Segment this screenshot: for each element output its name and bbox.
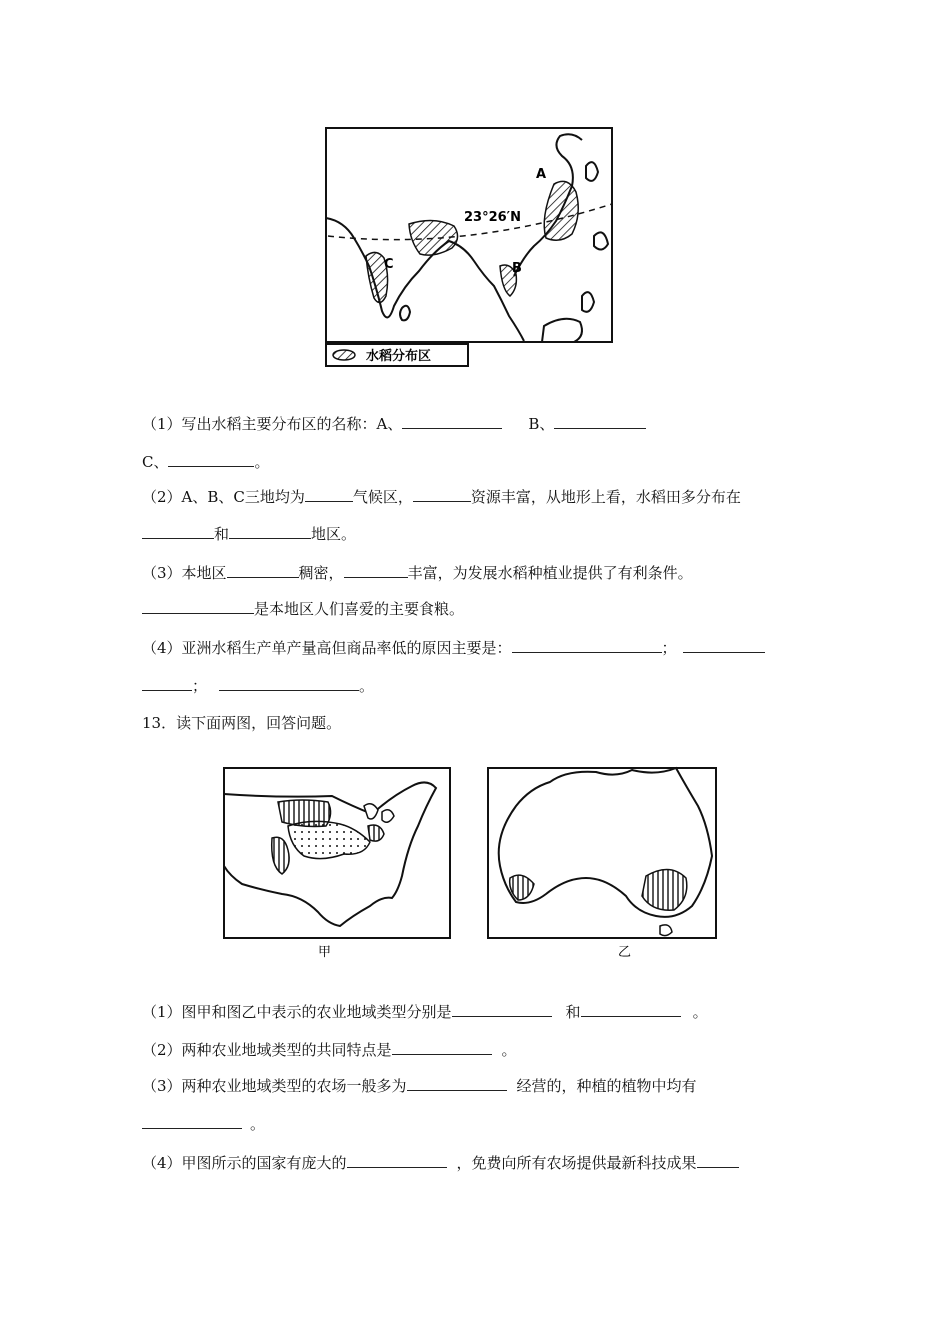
- q12-p2d: 和: [214, 525, 230, 543]
- q13-title: 13．读下面两图，回答问题。: [142, 714, 342, 732]
- label-b: B: [512, 261, 522, 276]
- q12-p1a: （1）写出水稻主要分布区的名称：A、: [142, 415, 403, 433]
- asia-rice-map: [324, 126, 616, 370]
- blank-type-1[interactable]: [452, 1002, 552, 1017]
- blank-system[interactable]: [347, 1153, 447, 1168]
- q12-part3-line2: [142, 599, 464, 619]
- q13-part4: [142, 1153, 739, 1173]
- q12-part3-line1: [142, 563, 693, 583]
- q12-p1d: 。: [254, 453, 270, 471]
- q12-part1-line2: [142, 452, 270, 472]
- q13-p3b: 经营的，种植的植物中均有: [516, 1077, 697, 1095]
- q13-p3a: （3）两种农业地域类型的农场一般多为: [142, 1077, 407, 1095]
- q13-part3-line2: [142, 1114, 265, 1134]
- label-c: C: [384, 257, 394, 272]
- q12-p4a: （4）亚洲水稻生产单产量高但商品率低的原因主要是：: [142, 639, 512, 657]
- caption-yi: 乙: [618, 945, 632, 960]
- q12-p1c: C、: [142, 453, 169, 471]
- q12-p3a: （3）本地区: [142, 564, 227, 582]
- blank-climate[interactable]: [305, 487, 353, 502]
- q12-p3c: 丰富，为发展水稻种植业提供了有利条件。: [407, 564, 693, 582]
- blank-tech[interactable]: [697, 1153, 739, 1168]
- blank-common-feature[interactable]: [392, 1040, 492, 1055]
- q12-p2b: 气候区，: [352, 488, 413, 506]
- q12-p3d: 是本地区人们喜爱的主要食粮。: [254, 600, 465, 618]
- q12-part4-line1: [142, 638, 765, 658]
- blank-operation[interactable]: [407, 1076, 507, 1091]
- q13-part3-line1: [142, 1076, 697, 1096]
- blank-resource[interactable]: [413, 487, 471, 502]
- blank-a[interactable]: [402, 414, 502, 429]
- q12-p4d: 。: [359, 677, 375, 695]
- blank-reason-2b[interactable]: [142, 676, 192, 691]
- blank-reason-2a[interactable]: [683, 638, 765, 653]
- tasmania: [660, 925, 672, 936]
- blank-population[interactable]: [227, 563, 299, 578]
- blank-reason-1[interactable]: [512, 638, 662, 653]
- q12-part4-line2: [142, 676, 374, 696]
- australia-agriculture-map: [486, 766, 720, 962]
- q13-p3c: 。: [250, 1115, 266, 1133]
- q13-p2a: （2）两种农业地域类型的共同特点是: [142, 1041, 392, 1059]
- q12-part2-line1: [142, 487, 741, 507]
- q12-part1-line1: [142, 414, 646, 434]
- label-a: A: [536, 167, 547, 182]
- blank-c[interactable]: [168, 452, 254, 467]
- q13-p4a: （4）甲图所示的国家有庞大的: [142, 1154, 347, 1172]
- blank-reason-3[interactable]: [219, 676, 359, 691]
- q13-p1c: 。: [692, 1003, 708, 1021]
- q13-p2b: 。: [501, 1041, 517, 1059]
- q12-p4b: ；: [661, 639, 677, 657]
- q12-part2-line2: [142, 524, 356, 544]
- q13-p1a: （1）图甲和图乙中表示的农业地域类型分别是: [142, 1003, 452, 1021]
- q12-p4c: ；: [192, 677, 208, 695]
- tropic-label: 23°26′N: [464, 210, 521, 225]
- q13-p4b: ，免费向所有农场提供最新科技成果: [456, 1154, 697, 1172]
- wheat-sheep-se: [642, 869, 687, 910]
- blank-terrain-1[interactable]: [142, 524, 214, 539]
- q12-p2c: 资源丰富，从地形上看，水稻田多分布在: [470, 488, 741, 506]
- blank-b[interactable]: [554, 414, 646, 429]
- blank-plant[interactable]: [142, 1114, 242, 1129]
- caption-jia: 甲: [318, 945, 332, 960]
- blank-terrain-2[interactable]: [229, 524, 311, 539]
- q12-p2a: （2）A、B、C三地均为: [142, 488, 305, 506]
- q12-p2e: 地区。: [311, 525, 357, 543]
- legend-label: 水稻分布区: [366, 349, 432, 364]
- q13-part2: [142, 1040, 517, 1060]
- legend-swatch: [333, 350, 355, 360]
- q12-p3b: 稠密，: [298, 564, 344, 582]
- island-sri-lanka: [400, 306, 410, 321]
- q13-part1: [142, 1002, 708, 1022]
- blank-food[interactable]: [142, 599, 254, 614]
- island-philippines: [582, 292, 594, 312]
- blank-type-2[interactable]: [581, 1002, 681, 1017]
- blank-labor[interactable]: [344, 563, 408, 578]
- usa-agriculture-map: [222, 766, 454, 962]
- q13-p1b: 和: [565, 1003, 581, 1021]
- q12-p1b: B、: [528, 415, 555, 433]
